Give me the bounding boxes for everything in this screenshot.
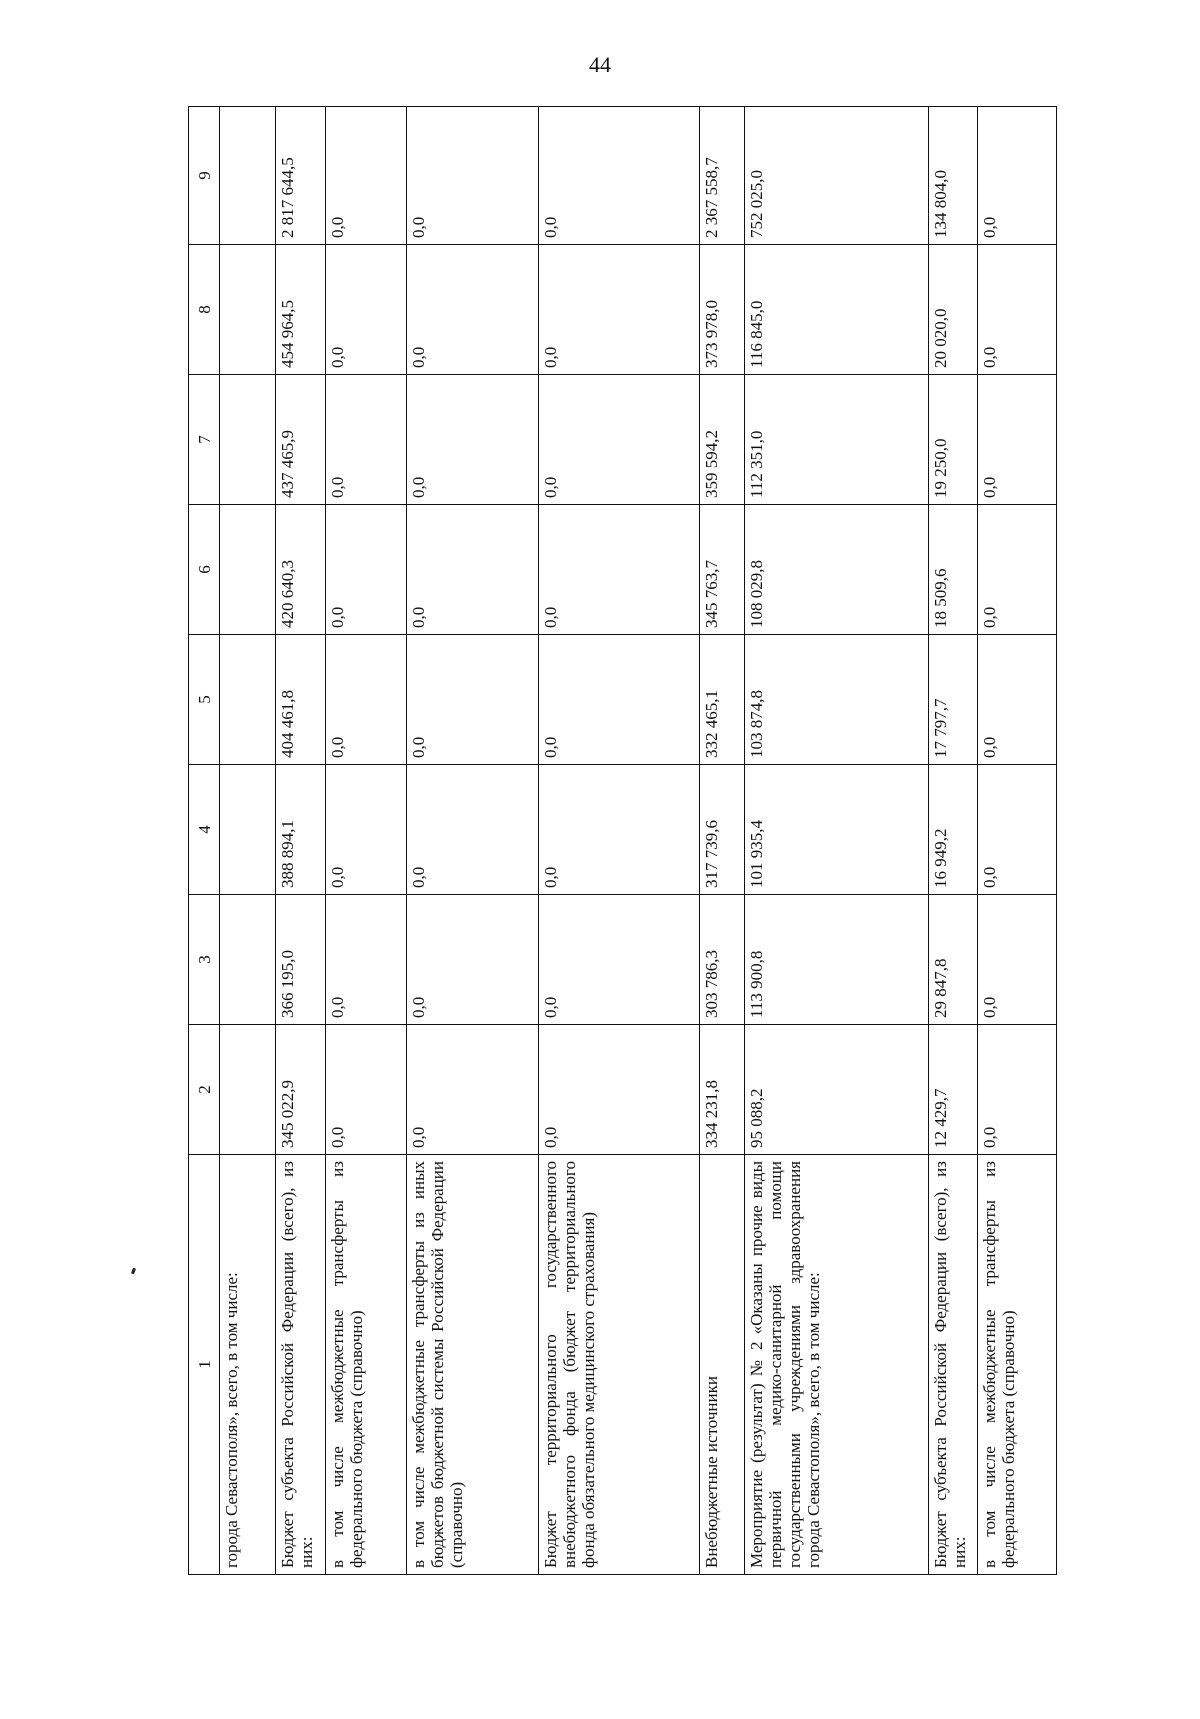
column-header: 5 bbox=[189, 635, 220, 765]
row-label: Внебюджетные источники bbox=[700, 1155, 745, 1575]
column-header: 1 bbox=[189, 1155, 220, 1575]
table-cell bbox=[220, 1025, 276, 1155]
table-cell: 0,0 bbox=[406, 1025, 538, 1155]
table-cell: 17 797,7 bbox=[929, 635, 978, 765]
table-cell: 18 509,6 bbox=[929, 505, 978, 635]
table-cell: 103 874,8 bbox=[745, 635, 929, 765]
table-cell bbox=[220, 107, 276, 245]
table-cell: 420 640,3 bbox=[276, 505, 325, 635]
table-cell: 0,0 bbox=[538, 245, 699, 375]
table-cell: 0,0 bbox=[538, 375, 699, 505]
table-row bbox=[538, 107, 699, 1575]
table-row bbox=[406, 107, 538, 1575]
table-cell: 116 845,0 bbox=[745, 245, 929, 375]
table-header-row bbox=[189, 107, 220, 1575]
column-header: 9 bbox=[189, 107, 220, 245]
table-cell bbox=[220, 895, 276, 1025]
table-cell: 0,0 bbox=[978, 635, 1057, 765]
table-cell: 0,0 bbox=[538, 505, 699, 635]
table-cell: 0,0 bbox=[978, 765, 1057, 895]
table-cell: 0,0 bbox=[325, 635, 406, 765]
table-row bbox=[325, 107, 406, 1575]
table-cell: 101 935,4 bbox=[745, 765, 929, 895]
table-cell: 29 847,8 bbox=[929, 895, 978, 1025]
table-cell: 0,0 bbox=[325, 895, 406, 1025]
budget-table bbox=[188, 106, 1057, 1575]
table-cell: 345 022,9 bbox=[276, 1025, 325, 1155]
row-label: Бюджет субъекта Российской Федерации (всего), из них: bbox=[276, 1155, 325, 1575]
table-cell: 0,0 bbox=[538, 107, 699, 245]
table-cell: 0,0 bbox=[406, 107, 538, 245]
table-cell: 0,0 bbox=[538, 635, 699, 765]
table-cell: 113 900,8 bbox=[745, 895, 929, 1025]
table-cell: 12 429,7 bbox=[929, 1025, 978, 1155]
table-row bbox=[978, 107, 1057, 1575]
table-cell: 0,0 bbox=[978, 895, 1057, 1025]
table-cell: 317 739,6 bbox=[700, 765, 745, 895]
column-header: 6 bbox=[189, 505, 220, 635]
table-cell: 20 020,0 bbox=[929, 245, 978, 375]
row-label: в том числе межбюджетные трансферты из иных бюджетов бюджетной системы Российской Федерации (справочно) bbox=[406, 1155, 538, 1575]
table-cell: 752 025,0 bbox=[745, 107, 929, 245]
table-cell: 0,0 bbox=[325, 765, 406, 895]
table-cell: 404 461,8 bbox=[276, 635, 325, 765]
row-label: Бюджет субъекта Российской Федерации (всего), из них: bbox=[929, 1155, 978, 1575]
table-row bbox=[929, 107, 978, 1575]
table-cell: 0,0 bbox=[325, 245, 406, 375]
table-cell: 388 894,1 bbox=[276, 765, 325, 895]
table-cell bbox=[220, 765, 276, 895]
table-cell: 0,0 bbox=[538, 895, 699, 1025]
page-number: 44 bbox=[589, 52, 611, 77]
table-cell: 0,0 bbox=[538, 765, 699, 895]
table-cell bbox=[220, 245, 276, 375]
table-cell: 373 978,0 bbox=[700, 245, 745, 375]
table-cell: 108 029,8 bbox=[745, 505, 929, 635]
table-cell: 0,0 bbox=[325, 1025, 406, 1155]
row-label: Бюджет территориального государственного внебюджетного фонда (бюджет территориального фонда обязательного медицинского страхования) bbox=[538, 1155, 699, 1575]
table-row bbox=[745, 107, 929, 1575]
row-label: в том числе межбюджетные трансферты из федерального бюджета (справочно) bbox=[325, 1155, 406, 1575]
table-cell: 134 804,0 bbox=[929, 107, 978, 245]
table-cell bbox=[220, 375, 276, 505]
table-row bbox=[700, 107, 745, 1575]
table-cell: 0,0 bbox=[406, 505, 538, 635]
table-cell: 0,0 bbox=[325, 505, 406, 635]
column-header: 2 bbox=[189, 1025, 220, 1155]
table-cell: 0,0 bbox=[978, 107, 1057, 245]
table-row bbox=[220, 107, 276, 1575]
table-cell: 359 594,2 bbox=[700, 375, 745, 505]
table-row bbox=[276, 107, 325, 1575]
table-cell: 2 367 558,7 bbox=[700, 107, 745, 245]
table-cell: 454 964,5 bbox=[276, 245, 325, 375]
row-label: Мероприятие (результат) № 2 «Оказаны прочие виды первичной медико-санитарной помощи государственными учреждениями здравоохранения города Севастополя», всего, в том числе: bbox=[745, 1155, 929, 1575]
table-cell: 0,0 bbox=[978, 375, 1057, 505]
table-cell: 0,0 bbox=[978, 1025, 1057, 1155]
table-cell: 112 351,0 bbox=[745, 375, 929, 505]
table-cell: 95 088,2 bbox=[745, 1025, 929, 1155]
table-cell: 0,0 bbox=[406, 765, 538, 895]
table-cell: 0,0 bbox=[978, 245, 1057, 375]
table-cell: 16 949,2 bbox=[929, 765, 978, 895]
row-label: города Севастополя», всего, в том числе: bbox=[220, 1155, 276, 1575]
table-cell bbox=[220, 635, 276, 765]
table-cell: 334 231,8 bbox=[700, 1025, 745, 1155]
table-cell: 332 465,1 bbox=[700, 635, 745, 765]
table-cell: 0,0 bbox=[325, 375, 406, 505]
row-label: в том числе межбюджетные трансферты из федерального бюджета (справочно) bbox=[978, 1155, 1057, 1575]
table-cell: 19 250,0 bbox=[929, 375, 978, 505]
table-cell: 0,0 bbox=[406, 245, 538, 375]
table-cell: 0,0 bbox=[406, 635, 538, 765]
table-cell: 0,0 bbox=[406, 895, 538, 1025]
column-header: 3 bbox=[189, 895, 220, 1025]
table-cell: 0,0 bbox=[325, 107, 406, 245]
column-header: 7 bbox=[189, 375, 220, 505]
table-cell: 0,0 bbox=[406, 375, 538, 505]
table-cell bbox=[220, 505, 276, 635]
column-header: 8 bbox=[189, 245, 220, 375]
table-cell: 345 763,7 bbox=[700, 505, 745, 635]
table-cell: 2 817 644,5 bbox=[276, 107, 325, 245]
table-cell: 366 195,0 bbox=[276, 895, 325, 1025]
table-cell: 0,0 bbox=[538, 1025, 699, 1155]
rotated-table-container bbox=[188, 107, 1057, 1575]
table-cell: 0,0 bbox=[978, 505, 1057, 635]
scan-mark bbox=[131, 1268, 136, 1275]
table-cell: 437 465,9 bbox=[276, 375, 325, 505]
column-header: 4 bbox=[189, 765, 220, 895]
table-cell: 303 786,3 bbox=[700, 895, 745, 1025]
